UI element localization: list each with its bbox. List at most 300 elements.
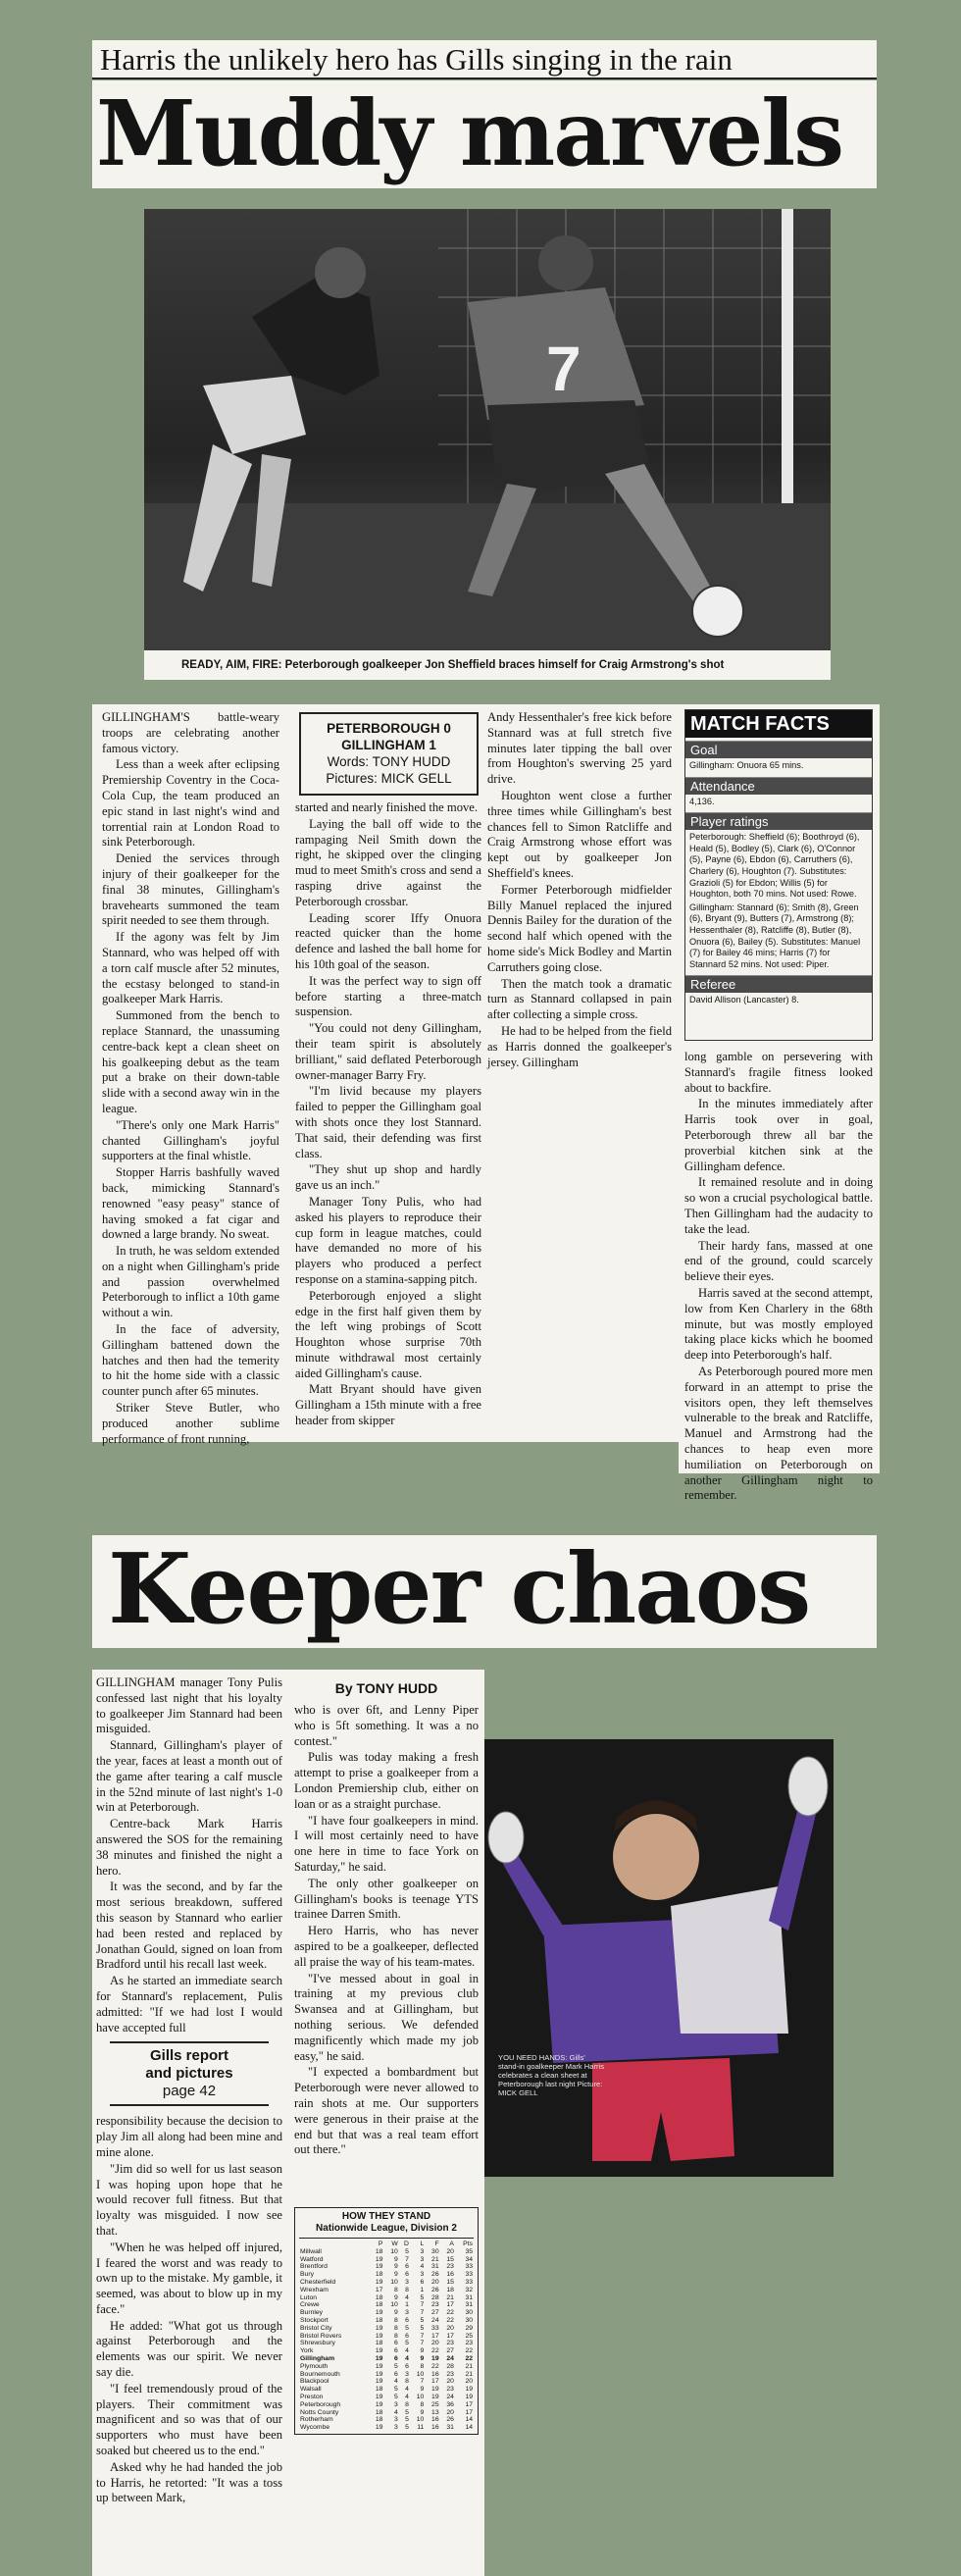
table-cell: 7 xyxy=(420,2340,425,2347)
league-table-header-cell: L xyxy=(420,2241,425,2247)
table-cell: 5 xyxy=(405,2324,409,2332)
article2-column-2 xyxy=(288,1670,484,2576)
table-cell: 6 xyxy=(394,2370,398,2378)
table-cell: 32 xyxy=(465,2286,473,2293)
table-cell: 19 xyxy=(375,2378,383,2386)
goalkeeper-glove-icon xyxy=(488,1812,524,1863)
table-row xyxy=(299,2294,474,2302)
article-paragraph: In the minutes immediately after Harris took over in goal, Peterborough threw all bar the proverbial kitchen sink at the Gillingham defence. xyxy=(684,1097,873,1173)
table-cell: 6 xyxy=(394,2347,398,2355)
article1-column-2 xyxy=(295,800,481,1442)
table-cell: 8 xyxy=(405,2378,409,2386)
table-row xyxy=(299,2401,474,2409)
article-paragraph: "I feel tremendously proud of the players. Their commitment was magnificent and so was that of our supporters who must have been soaked but cheered us to the end." xyxy=(96,2381,282,2458)
team-name: Blackpool xyxy=(300,2378,329,2386)
article-paragraph: It was the perfect way to sign off before starting a three-match suspension. xyxy=(295,973,481,1019)
article-paragraph: As Peterborough poured more men forward in an attempt to prise the visitors open, they left themselves vulnerable to the break and Ratcliffe, Manuel and Armstrong had the chances to heap even more humiliation on Peterborough on another Gillingham night to remember. xyxy=(684,1364,873,1503)
table-cell: 20 xyxy=(446,2324,454,2332)
article-paragraph: Hero Harris, who has never aspired to be a goalkeeper, deflected all praise the way of his team-mates. xyxy=(294,1924,479,1969)
table-cell: 21 xyxy=(431,2255,439,2263)
table-cell: 23 xyxy=(465,2340,473,2347)
table-cell: 19 xyxy=(375,2278,383,2286)
table-cell: 33 xyxy=(465,2278,473,2286)
team-name: Gillingham xyxy=(300,2354,335,2362)
table-cell: 19 xyxy=(375,2309,383,2317)
ratings-peterborough: Peterborough: Sheffield (6); Boothroyd (6), Heald (5), Bodley (5), Clark (6), O'Connor (5), Payne (6), Ebdon (6), Carruthers (6), Charlery (6), Houghton (7). Substitutes: Grazioli (5) for Ebdon; Willis (5) for Houghton, both 70 mins. Not used: Rowe. xyxy=(689,832,860,900)
table-cell: 6 xyxy=(405,2316,409,2324)
table-cell: 20 xyxy=(431,2340,439,2347)
table-cell: 23 xyxy=(431,2301,439,2309)
article1-column-4-text xyxy=(684,1050,873,1503)
table-cell: 4 xyxy=(420,2263,425,2271)
gills-report-title: Gills report xyxy=(149,2047,229,2065)
article-paragraph: Pulis was today making a fresh attempt to prise a goalkeeper from a London Premiership club, either on loan or as a straight purchase. xyxy=(294,1750,479,1811)
table-cell: 16 xyxy=(431,2424,439,2432)
table-row xyxy=(299,2394,474,2401)
team-name: Plymouth xyxy=(300,2362,329,2370)
table-row xyxy=(299,2355,474,2363)
table-cell: 17 xyxy=(446,2332,454,2340)
table-cell: 13 xyxy=(431,2408,439,2416)
football xyxy=(692,586,743,637)
article-paragraph: Less than a week after eclipsing Premiership Coventry in the Coca-Cola Cup, the team produced an epic stand in last night's wind and torrential rain at London Road to sink Peterborough. xyxy=(102,757,279,850)
team-name: Burnley xyxy=(300,2309,324,2317)
table-cell: 5 xyxy=(405,2416,409,2424)
table-cell: 28 xyxy=(446,2362,454,2370)
referee-label: Referee xyxy=(685,975,872,993)
table-cell: 31 xyxy=(446,2424,454,2432)
table-cell: 34 xyxy=(465,2255,473,2263)
table-cell: 10 xyxy=(416,2370,425,2378)
team-name: Millwall xyxy=(300,2247,322,2255)
table-cell: 21 xyxy=(465,2362,473,2370)
table-cell: 6 xyxy=(405,2362,409,2370)
table-cell: 29 xyxy=(465,2324,473,2332)
team-name: Shrewsbury xyxy=(300,2340,335,2347)
table-cell: 19 xyxy=(375,2370,383,2378)
article-paragraph: Matt Bryant should have given Gillingham a 15th minute with a free header from skipper xyxy=(295,1382,481,1428)
team-name: Chesterfield xyxy=(300,2278,336,2286)
table-cell: 4 xyxy=(405,2393,409,2400)
article-paragraph: Denied the services through injury of their goalkeeper for the final 38 minutes, Gillingham's bravehearts summoned the team spirit needed to see them through. xyxy=(102,851,279,928)
table-cell: 4 xyxy=(405,2293,409,2301)
article-paragraph: Manager Tony Pulis, who had asked his players to reproduce their cup form in league matches, could have demanded no more of his players who produced a perfect response on a stamina-sapping pitch. xyxy=(295,1194,481,1286)
team-name: Crewe xyxy=(300,2301,320,2309)
article-paragraph: "I expected a bombardment but Peterborough were never allowed to rain shots at me. Our supporters were generous in their praise at the end but that was a real team effort out there." xyxy=(294,2065,479,2157)
article-paragraph: In the face of adversity, Gillingham battened down the hatches and then had the temerity to hit the home side with a classic counter punch after 65 minutes. xyxy=(102,1322,279,1399)
table-cell: 18 xyxy=(375,2247,383,2255)
table-cell: 1 xyxy=(420,2286,425,2293)
article1-column-3 xyxy=(487,710,672,1442)
article1-columns-2-3 xyxy=(287,704,679,1442)
table-cell: 6 xyxy=(420,2278,425,2286)
table-cell: 9 xyxy=(420,2354,425,2362)
table-row xyxy=(299,2378,474,2386)
match-photo xyxy=(144,209,831,650)
table-cell: 19 xyxy=(375,2354,383,2362)
table-cell: 9 xyxy=(394,2263,398,2271)
harris-photo xyxy=(484,1739,834,2177)
team-name: Bristol Rovers xyxy=(300,2332,342,2340)
table-cell: 19 xyxy=(375,2263,383,2271)
table-row xyxy=(299,2416,474,2424)
table-row xyxy=(299,2301,474,2309)
score-box xyxy=(299,712,479,796)
table-cell: 8 xyxy=(394,2286,398,2293)
table-cell: 30 xyxy=(465,2309,473,2317)
table-row xyxy=(299,2333,474,2341)
article2-column-2-text xyxy=(294,1703,479,2203)
table-cell: 7 xyxy=(405,2255,409,2263)
table-cell: 6 xyxy=(405,2263,409,2271)
table-cell: 10 xyxy=(390,2278,398,2286)
table-cell: 3 xyxy=(405,2370,409,2378)
table-cell: 10 xyxy=(416,2416,425,2424)
article-paragraph: Houghton went close a further three times while Gillingham's best chances fell to Simon Ratcliffe and Craig Armstrong whose effort was kept out by goalkeeper Jon Sheffield's knees. xyxy=(487,788,672,880)
table-cell: 5 xyxy=(405,2247,409,2255)
table-cell: 8 xyxy=(405,2286,409,2293)
table-cell: 31 xyxy=(465,2293,473,2301)
league-table-header-cell: W xyxy=(391,2241,398,2247)
team-name: Stockport xyxy=(300,2316,329,2324)
table-cell: 31 xyxy=(431,2263,439,2271)
article-paragraph: Centre-back Mark Harris answered the SOS for the remaining 38 minutes and finished the night a hero. xyxy=(96,1817,282,1878)
table-row xyxy=(299,2371,474,2379)
table-cell: 18 xyxy=(375,2408,383,2416)
table-row xyxy=(299,2409,474,2417)
table-cell: 5 xyxy=(420,2293,425,2301)
table-cell: 19 xyxy=(375,2362,383,2370)
pictures-credit: Pictures: MICK GELL xyxy=(326,771,452,786)
table-cell: 17 xyxy=(465,2400,473,2408)
table-cell: 18 xyxy=(375,2386,383,2394)
team-name: Bristol City xyxy=(300,2324,332,2332)
article-paragraph: Leading scorer Iffy Onuora reacted quicker than the home defence and lashed the ball home for his 10th goal of the season. xyxy=(295,910,481,971)
match-facts-title: MATCH FACTS xyxy=(685,710,872,738)
league-table-header-row xyxy=(299,2241,474,2248)
team-name: Peterborough xyxy=(300,2400,341,2408)
article-paragraph: Laying the ball off wide to the rampaging Neil Smith down the right, he skipped over the clinging mud to meet Smith's cross and send a rasping drive against the Peterborough crossbar. xyxy=(295,816,481,908)
table-cell: 33 xyxy=(431,2324,439,2332)
league-table-header-cell: Pts xyxy=(463,2241,473,2247)
article-paragraph: who is over 6ft, and Lenny Piper who is 5ft something. It was a no contest." xyxy=(294,1703,479,1748)
table-row xyxy=(299,2256,474,2264)
table-cell: 4 xyxy=(405,2347,409,2355)
table-cell: 22 xyxy=(465,2347,473,2355)
table-cell: 26 xyxy=(431,2271,439,2279)
table-cell: 1 xyxy=(405,2301,409,2309)
table-cell: 30 xyxy=(465,2316,473,2324)
team-name: Bury xyxy=(300,2271,314,2279)
table-cell: 11 xyxy=(417,2424,425,2432)
photo-caption: READY, AIM, FIRE: Peterborough goalkeeper Jon Sheffield braces himself for Craig Armstrong's shot xyxy=(144,650,831,680)
table-row xyxy=(299,2248,474,2256)
score-line-away: GILLINGHAM 1 xyxy=(341,738,436,752)
table-cell: 5 xyxy=(394,2393,398,2400)
table-cell: 19 xyxy=(375,2255,383,2263)
table-cell: 8 xyxy=(420,2362,425,2370)
table-cell: 3 xyxy=(394,2424,398,2432)
table-cell: 19 xyxy=(465,2393,473,2400)
table-cell: 22 xyxy=(446,2309,454,2317)
article-paragraph: "I have four goalkeepers in mind. I will most certainly need to have one here in time to face York on Saturday," he said. xyxy=(294,1813,479,1874)
headline-keeper-chaos: Keeper chaos xyxy=(92,1535,877,1648)
team-name: Bournemouth xyxy=(300,2370,340,2378)
table-cell: 3 xyxy=(394,2416,398,2424)
table-cell: 14 xyxy=(465,2416,473,2424)
article-paragraph: Stopper Harris bashfully waved back, mimicking Stannard's renowned "easy peasy" stance of having smoked a fat cigar and downed a large brandy. No sweat. xyxy=(102,1165,279,1242)
table-row xyxy=(299,2309,474,2317)
table-cell: 24 xyxy=(431,2316,439,2324)
table-cell: 9 xyxy=(394,2271,398,2279)
table-cell: 33 xyxy=(465,2263,473,2271)
table-cell: 19 xyxy=(375,2393,383,2400)
harris-photo-art xyxy=(484,1739,834,2177)
table-cell: 17 xyxy=(375,2286,383,2293)
table-cell: 18 xyxy=(375,2271,383,2279)
league-table-title xyxy=(299,2211,474,2239)
article1-column-1 xyxy=(92,704,287,1446)
article-paragraph: If the agony was felt by Jim Stannard, who was helped off with a torn calf muscle after 52 minutes, the ecstasy belonged to stand-in goalkeeper Mark Harris. xyxy=(102,930,279,1006)
article-paragraph: Asked why he had handed the job to Harris, he retorted: "It was a toss up between Mark, xyxy=(96,2459,282,2505)
team-name: Wycombe xyxy=(300,2424,330,2432)
table-cell: 22 xyxy=(431,2362,439,2370)
table-cell: 26 xyxy=(446,2416,454,2424)
league-table-box xyxy=(294,2207,479,2435)
team-name: Rotherham xyxy=(300,2416,333,2424)
table-cell: 8 xyxy=(394,2324,398,2332)
table-cell: 26 xyxy=(431,2286,439,2293)
table-cell: 16 xyxy=(431,2416,439,2424)
article-paragraph: responsibility because the decision to play Jim all along had been mine and mine alone. xyxy=(96,2114,282,2159)
table-cell: 7 xyxy=(420,2309,425,2317)
table-cell: 10 xyxy=(416,2393,425,2400)
table-cell: 5 xyxy=(394,2362,398,2370)
harris-photo-caption: YOU NEED HANDS: Gills' stand-in goalkeeper Mark Harris celebrates a clean sheet at Peterborough last night Picture: MICK GELL xyxy=(498,2053,605,2097)
article-paragraph: Stannard, Gillingham's player of the year, faces at least a month out of the game after tearing a calf muscle in the 52nd minute of last night's 1-0 win at Peterborough. xyxy=(96,1738,282,1815)
team-name: Preston xyxy=(300,2393,324,2400)
table-cell: 17 xyxy=(431,2378,439,2386)
league-table-heading: HOW THEY STAND xyxy=(341,2211,431,2222)
table-cell: 17 xyxy=(465,2408,473,2416)
table-row xyxy=(299,2287,474,2294)
table-cell: 23 xyxy=(446,2370,454,2378)
table-cell: 19 xyxy=(375,2424,383,2432)
table-cell: 19 xyxy=(375,2332,383,2340)
league-table-header-cell: F xyxy=(434,2241,439,2247)
table-cell: 3 xyxy=(405,2278,409,2286)
player-ratings-label: Player ratings xyxy=(685,812,872,830)
byline: By TONY HUDD xyxy=(334,1680,438,1696)
league-table xyxy=(299,2241,474,2432)
table-cell: 19 xyxy=(431,2354,439,2362)
article-paragraph: He had to be helped from the field as Harris donned the goalkeeper's jersey. Gillingham xyxy=(487,1023,672,1069)
article-paragraph: Peterborough enjoyed a slight edge in the first half given them by the left wing probings of Scott Houghton whose surprise 70th minute withdrawal most certainly aided Gillingham's cause. xyxy=(295,1288,481,1380)
words-credit: Words: TONY HUDD xyxy=(327,754,451,769)
table-cell: 7 xyxy=(420,2332,425,2340)
table-cell: 8 xyxy=(394,2332,398,2340)
table-cell: 20 xyxy=(446,2247,454,2255)
table-cell: 20 xyxy=(431,2278,439,2286)
article-paragraph: "You could not deny Gillingham, their team spirit is absolutely brilliant," said deflated Peterborough owner-manager Barry Fry. xyxy=(295,1021,481,1082)
table-cell: 5 xyxy=(405,2340,409,2347)
team-name: Notts County xyxy=(300,2408,339,2416)
table-cell: 19 xyxy=(431,2386,439,2394)
score-line-home: PETERBOROUGH 0 xyxy=(327,721,451,736)
article-paragraph: He added: "What got us through against Peterborough and the elements was our spirit. We never say die. xyxy=(96,2318,282,2380)
match-photo-art xyxy=(144,209,831,650)
ratings-gillingham: Gillingham: Stannard (6); Smith (8), Green (6), Bryant (9), Butters (7), Armstrong (8); Hessenthaler (8), Ratcliffe (8), Butler (8), Onuora (6), Bailey (5). Substitutes: Manuel (7) for Bailey 46 mins; Harris (7) for Stannard 52 mins. Not used: Piper. xyxy=(689,902,861,969)
gills-report-page: page 42 xyxy=(162,2083,217,2100)
table-cell: 3 xyxy=(420,2271,425,2279)
article-paragraph: Their hardy fans, massed at one end of the ground, could scarcely believe their eyes. xyxy=(684,1238,873,1284)
table-cell: 24 xyxy=(446,2393,454,2400)
table-cell: 19 xyxy=(375,2347,383,2355)
table-cell: 20 xyxy=(465,2378,473,2386)
article-paragraph: "They shut up shop and hardly gave us an inch." xyxy=(295,1162,481,1193)
table-cell: 22 xyxy=(465,2354,473,2362)
table-cell: 23 xyxy=(446,2340,454,2347)
table-cell: 15 xyxy=(446,2278,454,2286)
table-row xyxy=(299,2340,474,2347)
team-name: York xyxy=(300,2347,314,2355)
table-cell: 18 xyxy=(375,2316,383,2324)
table-cell: 25 xyxy=(431,2400,439,2408)
article-paragraph: The only other goalkeeper on Gillingham's books is teenage YTS trainee Darren Smith. xyxy=(294,1876,479,1922)
goal-label: Goal xyxy=(685,741,872,758)
table-cell: 23 xyxy=(446,2386,454,2394)
team-name: Watford xyxy=(300,2255,324,2263)
table-row xyxy=(299,2279,474,2287)
table-cell: 33 xyxy=(465,2271,473,2279)
table-cell: 23 xyxy=(446,2263,454,2271)
article-paragraph: Harris saved at the second attempt, low from Ken Charlery in the 68th minute, but was mostly employed taking place kicks which he boomed deep into Peterborough's half. xyxy=(684,1285,873,1363)
table-row xyxy=(299,2325,474,2333)
table-cell: 19 xyxy=(375,2400,383,2408)
table-cell: 8 xyxy=(394,2316,398,2324)
article-paragraph: long gamble on persevering with Stannard's fragile fitness looked about to backfire. xyxy=(684,1050,873,1095)
article-paragraph: As he started an immediate search for Stannard's replacement, Pulis admitted: "If we had lost I would have accepted full xyxy=(96,1974,282,2035)
table-cell: 5 xyxy=(405,2424,409,2432)
article-paragraph: Andy Hessenthaler's free kick before Stannard was at full stretch five minutes later tipping the ball over from Houghton's swerving 25 yard drive. xyxy=(487,710,672,787)
league-table-header-cell: A xyxy=(449,2241,454,2247)
table-cell: 18 xyxy=(375,2301,383,2309)
table-cell: 5 xyxy=(394,2386,398,2394)
match-facts-box xyxy=(684,709,873,1041)
table-cell: 18 xyxy=(375,2293,383,2301)
table-cell: 7 xyxy=(420,2378,425,2386)
table-cell: 6 xyxy=(405,2332,409,2340)
attendance-text: 4,136. xyxy=(689,796,715,806)
table-cell: 4 xyxy=(394,2408,398,2416)
table-cell: 21 xyxy=(465,2370,473,2378)
table-row xyxy=(299,2263,474,2271)
article-paragraph: "I'm livid because my players failed to pepper the Gillingham goal with shots once they lost Stannard. That said, their defending was first class. xyxy=(295,1084,481,1160)
table-cell: 5 xyxy=(420,2316,425,2324)
table-cell: 16 xyxy=(446,2271,454,2279)
article-paragraph: "Jim did so well for us last season I was hoping upon hope that he would recover full fitness. But that loyalty was misguided. I now see that. xyxy=(96,2161,282,2238)
table-cell: 36 xyxy=(446,2400,454,2408)
table-cell: 20 xyxy=(446,2378,454,2386)
table-cell: 3 xyxy=(394,2400,398,2408)
table-cell: 28 xyxy=(431,2293,439,2301)
league-table-header-cell: P xyxy=(378,2241,383,2247)
table-cell: 22 xyxy=(431,2347,439,2355)
attendance-label: Attendance xyxy=(685,777,872,795)
article-paragraph: Summoned from the bench to replace Stannard, the unassuming centre-back kept a clean sheet on his goalkeeping debut as the team put a brake on their down-table slide with a second away win in the league. xyxy=(102,1008,279,1115)
headline-muddy-marvels: Muddy marvels xyxy=(92,80,877,188)
table-cell: 4 xyxy=(405,2354,409,2362)
article-paragraph: "When he was helped off injured, I feared the worst and was ready to own up to the mistake. My gamble, it seemed, was about to blow up in my face." xyxy=(96,2240,282,2316)
table-cell: 5 xyxy=(405,2408,409,2416)
table-cell: 18 xyxy=(375,2416,383,2424)
table-cell: 27 xyxy=(446,2347,454,2355)
article-paragraph: GILLINGHAM'S battle-weary troops are celebrating another famous victory. xyxy=(102,710,279,755)
table-cell: 18 xyxy=(446,2286,454,2293)
article2-column-1 xyxy=(92,1670,288,2576)
table-cell: 9 xyxy=(394,2309,398,2317)
table-row xyxy=(299,2386,474,2394)
table-cell: 9 xyxy=(394,2255,398,2263)
table-cell: 14 xyxy=(465,2424,473,2432)
article-paragraph: "There's only one Mark Harris" chanted Gillingham's joyful supporters at the final whistle. xyxy=(102,1117,279,1163)
table-cell: 3 xyxy=(420,2255,425,2263)
gills-report-panel xyxy=(110,2041,269,2106)
table-cell: 17 xyxy=(431,2332,439,2340)
league-table-header-cell xyxy=(299,2241,369,2248)
article-paragraph: It was the second, and by far the most serious breakdown, suffered this season by Stannard who earlier had been rested and replaced by Jonathan Gould, signed on loan from Bradford until his recall last week. xyxy=(96,1880,282,1972)
table-cell: 24 xyxy=(446,2354,454,2362)
table-cell: 22 xyxy=(446,2316,454,2324)
table-cell: 16 xyxy=(431,2370,439,2378)
table-row xyxy=(299,2347,474,2355)
table-cell: 4 xyxy=(405,2386,409,2394)
table-cell: 10 xyxy=(390,2301,398,2309)
article-paragraph: Then the match took a dramatic turn as Stannard collapsed in pain after collecting a simple cross. xyxy=(487,976,672,1022)
league-table-division: Nationwide League, Division 2 xyxy=(316,2223,457,2234)
article-paragraph: started and nearly finished the move. xyxy=(295,800,479,814)
table-cell: 10 xyxy=(390,2247,398,2255)
table-cell: 25 xyxy=(465,2332,473,2340)
team-name: Walsall xyxy=(300,2386,322,2394)
raised-glove-icon xyxy=(788,1757,828,1816)
article-paragraph: "I've messed about in goal in training at my previous club Swansea and at Gillingham, but nothing serious. We defended magnificently which made my job easy," he said. xyxy=(294,1971,479,2063)
table-cell: 31 xyxy=(465,2301,473,2309)
goal-text: Gillingham: Onuora 65 mins. xyxy=(689,760,804,770)
league-table-header-cell: D xyxy=(404,2241,409,2247)
table-cell: 4 xyxy=(394,2378,398,2386)
table-cell: 21 xyxy=(446,2293,454,2301)
table-cell: 9 xyxy=(394,2293,398,2301)
table-cell: 8 xyxy=(420,2400,425,2408)
table-cell: 18 xyxy=(375,2340,383,2347)
table-cell: 6 xyxy=(394,2354,398,2362)
table-cell: 30 xyxy=(431,2247,439,2255)
article-paragraph: It remained resolute and in doing so won a crucial psychological battle. Then Gillingham had the audacity to take the lead. xyxy=(684,1175,873,1236)
table-row xyxy=(299,2424,474,2432)
table-cell: 3 xyxy=(420,2247,425,2255)
referee-text: David Allison (Lancaster) 8. xyxy=(689,995,799,1005)
table-cell: 6 xyxy=(405,2271,409,2279)
table-cell: 19 xyxy=(431,2393,439,2400)
goal-post xyxy=(782,209,793,523)
table-cell: 8 xyxy=(405,2400,409,2408)
table-cell: 7 xyxy=(420,2301,425,2309)
table-cell: 19 xyxy=(375,2324,383,2332)
table-cell: 19 xyxy=(465,2386,473,2394)
sub-headline: Harris the unlikely hero has Gills singing in the rain xyxy=(92,40,877,79)
team-name: Luton xyxy=(300,2293,318,2301)
